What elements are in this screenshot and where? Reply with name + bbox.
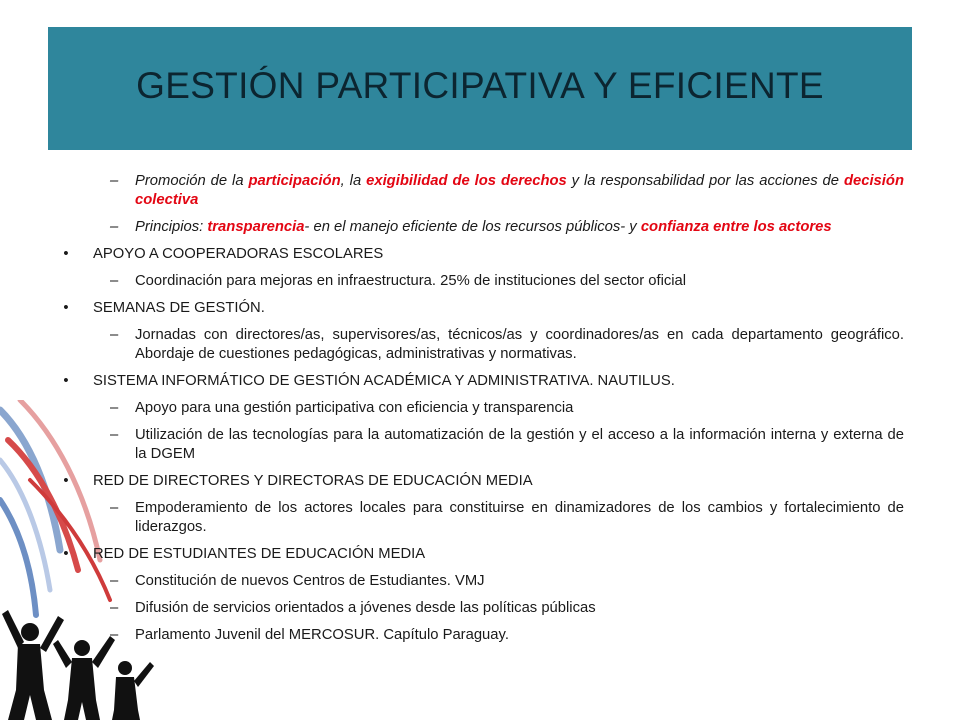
- section-heading: [60, 372, 904, 391]
- section-item: [60, 499, 904, 537]
- bullet-marker: •: [63, 546, 69, 562]
- slide-title: GESTIÓN PARTICIPATIVA Y EFICIENTE: [136, 65, 824, 106]
- dash-marker: –: [110, 600, 119, 616]
- section-item-text: Coordinación para mejoras en infraestructura. 25% de instituciones del sector oficial: [135, 273, 687, 289]
- bullet-marker: •: [63, 373, 69, 389]
- intro-item: [60, 218, 904, 237]
- slide-content: [60, 172, 904, 653]
- section-heading: [60, 299, 904, 318]
- section-heading: [60, 472, 904, 491]
- section-heading-text: RED DE ESTUDIANTES DE EDUCACIÓN MEDIA: [93, 546, 426, 562]
- intro-text: , la: [340, 173, 367, 189]
- dash-marker: –: [110, 273, 119, 289]
- section-heading-text: RED DE DIRECTORES Y DIRECTORAS DE EDUCACIÓN MEDIA: [93, 473, 533, 489]
- section-item-text: Utilización de las tecnologías para la automatización de la gestión y el acceso a la información interna y externa de la DGEM: [135, 427, 904, 462]
- section-item: [60, 599, 904, 618]
- section-heading-text: SEMANAS DE GESTIÓN.: [93, 300, 265, 316]
- title-banner: [48, 27, 912, 150]
- bullet-marker: •: [63, 300, 69, 316]
- section-item: [60, 399, 904, 418]
- dash-marker: –: [110, 427, 119, 443]
- section-item-text: Jornadas con directores/as, supervisores/as, técnicos/as y coordinadores/as en cada departamento geográfico. Abordaje de cuestiones pedagógicas, administrativas y normativas.: [135, 327, 904, 362]
- highlight-text: confianza entre los actores: [640, 219, 832, 235]
- intro-item: [60, 172, 904, 210]
- highlight-text: exigibilidad de los derechos: [366, 173, 567, 189]
- section-heading-text: APOYO A COOPERADORAS ESCOLARES: [93, 246, 384, 262]
- dash-marker: –: [110, 219, 119, 235]
- section-heading: [60, 245, 904, 264]
- section-item: [60, 272, 904, 291]
- dash-marker: –: [110, 400, 119, 416]
- highlight-text: transparencia: [207, 219, 305, 235]
- dash-marker: –: [110, 173, 119, 189]
- intro-text: - en el manejo eficiente de los recursos públicos- y: [304, 219, 641, 235]
- section-item: [60, 572, 904, 591]
- section-heading: [60, 545, 904, 564]
- section-item-text: Apoyo para una gestión participativa con eficiencia y transparencia: [135, 400, 574, 416]
- bullet-marker: •: [63, 473, 69, 489]
- bullet-marker: •: [63, 246, 69, 262]
- dash-marker: –: [110, 500, 119, 516]
- section-item: [60, 626, 904, 645]
- dash-marker: –: [110, 327, 119, 343]
- highlight-text: participación: [248, 173, 341, 189]
- section-item: [60, 326, 904, 364]
- section-item-text: Constitución de nuevos Centros de Estudiantes. VMJ: [135, 573, 485, 589]
- highlight-text: decisión colectiva: [135, 173, 904, 208]
- intro-text: Principios:: [135, 219, 208, 235]
- intro-text: y la responsabilidad por las acciones de: [566, 173, 844, 189]
- section-heading-text: SISTEMA INFORMÁTICO DE GESTIÓN ACADÉMICA Y ADMINISTRATIVA. NAUTILUS.: [93, 373, 675, 389]
- dash-marker: –: [110, 573, 119, 589]
- section-item-text: Parlamento Juvenil del MERCOSUR. Capítulo Paraguay.: [135, 627, 509, 643]
- intro-text: Promoción de la: [135, 173, 249, 189]
- section-item-text: Empoderamiento de los actores locales para constituirse en dinamizadores de los cambios y fortalecimiento de liderazgos.: [135, 500, 904, 535]
- section-item: [60, 426, 904, 464]
- section-item-text: Difusión de servicios orientados a jóvenes desde las políticas públicas: [135, 600, 596, 616]
- dash-marker: –: [110, 627, 119, 643]
